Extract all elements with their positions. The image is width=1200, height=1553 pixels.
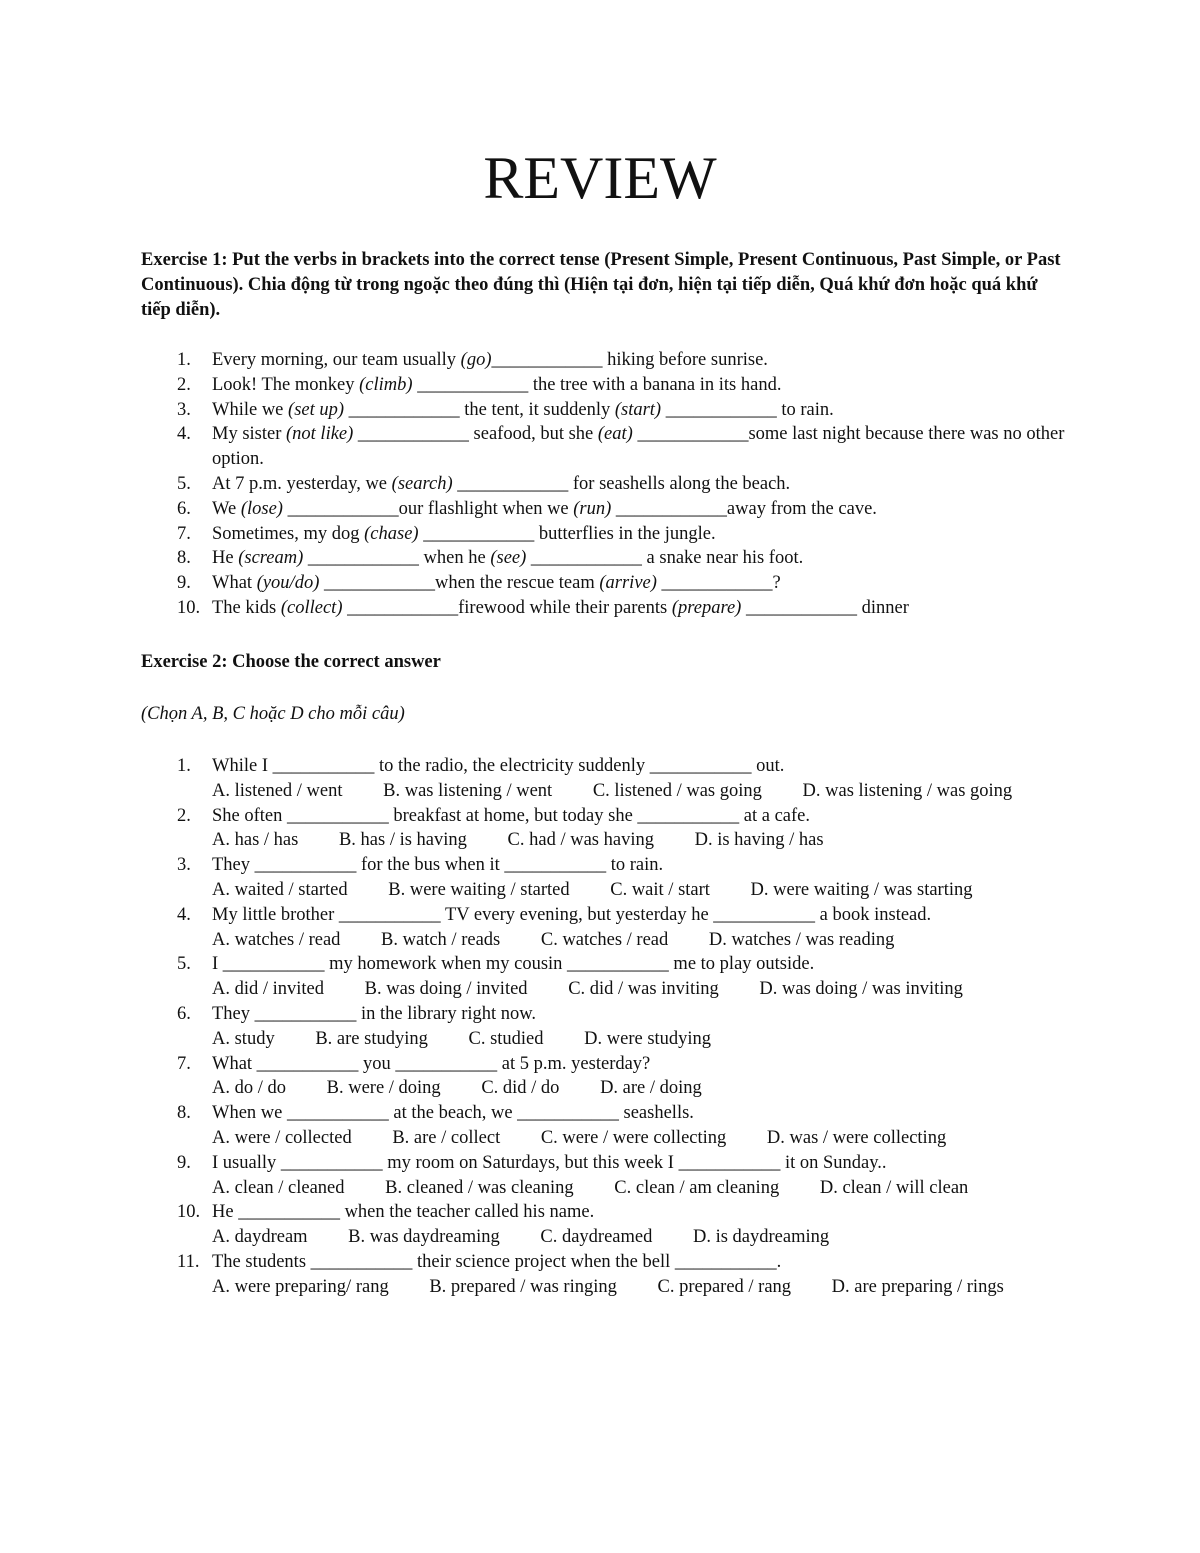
- question-text: He ___________ when the teacher called his name.: [212, 1202, 595, 1223]
- answer-option: A. were preparing/ rang: [212, 1276, 389, 1297]
- sentence-text: ____________ a snake near his foot.: [526, 548, 804, 569]
- exercise-1-item: [141, 348, 1071, 373]
- answer-option: C. daydreamed: [540, 1227, 653, 1248]
- exercise-2-item: [141, 903, 1071, 953]
- exercise-2-heading: Exercise 2: Choose the correct answer: [141, 652, 441, 672]
- sentence-text: ____________our flashlight when we: [282, 498, 574, 519]
- answer-options: [212, 779, 1071, 804]
- item-number: 3.: [177, 399, 191, 420]
- item-number: 4.: [177, 424, 191, 445]
- exercise-2-item: [141, 1002, 1071, 1052]
- answer-option: C. were / were collecting: [540, 1127, 727, 1148]
- answer-option: A. has / has: [212, 830, 299, 851]
- exercise-1-list: [141, 348, 1071, 621]
- exercise-1-item: [141, 373, 1071, 398]
- answer-options: [212, 1176, 1071, 1201]
- answer-option: B. was daydreaming: [348, 1227, 500, 1248]
- answer-option: C. had / was having: [507, 830, 654, 851]
- item-number: 10.: [177, 1202, 201, 1223]
- answer-option: C. wait / start: [610, 879, 710, 900]
- sentence-text: ____________when the rescue team: [319, 573, 600, 594]
- answer-option: B. has / is having: [338, 830, 467, 851]
- sentence-text: ____________ dinner: [741, 597, 909, 618]
- exercise-1-item: [141, 398, 1071, 423]
- exercise-2-instruction: (Chọn A, B, C hoặc D cho mỗi câu): [141, 704, 405, 724]
- item-number: 1.: [177, 350, 191, 370]
- answer-option: C. watches / read: [540, 929, 669, 950]
- answer-option: A. clean / cleaned: [212, 1177, 345, 1198]
- verb-hint: (search): [391, 473, 453, 494]
- verb-hint: (see): [490, 548, 527, 569]
- answer-option: A. daydream: [212, 1227, 308, 1248]
- item-number: 8.: [177, 1103, 191, 1124]
- sentence-text: While we: [212, 399, 289, 420]
- answer-option: D. were waiting / was starting: [750, 879, 973, 900]
- answer-options: [212, 1275, 1071, 1300]
- answer-option: D. was listening / was going: [802, 780, 1013, 801]
- answer-option: B. were waiting / started: [388, 879, 570, 900]
- verb-hint: (not like): [286, 424, 354, 445]
- question-text: I usually ___________ my room on Saturdays, but this week I ___________ it on Sunday..: [212, 1152, 887, 1173]
- answer-option: D. watches / was reading: [708, 929, 895, 950]
- answer-option: D. are / doing: [600, 1078, 702, 1099]
- sentence-text: ____________firewood while their parents: [342, 597, 672, 618]
- sentence-text: ____________ the tent, it suddenly: [344, 399, 615, 420]
- item-number: 11.: [177, 1251, 200, 1272]
- exercise-1-item: [141, 596, 1071, 621]
- answer-option: A. did / invited: [212, 979, 325, 1000]
- verb-hint: (lose): [240, 498, 283, 519]
- answer-options: [212, 1126, 1071, 1151]
- item-number: 5.: [177, 473, 191, 494]
- sentence-text: ____________ the tree with a banana in its hand.: [412, 374, 782, 395]
- verb-hint: (eat): [597, 424, 633, 445]
- answer-option: B. prepared / was ringing: [429, 1276, 617, 1297]
- answer-option: C. did / do: [481, 1078, 560, 1099]
- answer-option: C. studied: [468, 1028, 544, 1049]
- answer-option: A. study: [212, 1028, 275, 1049]
- sentence-text: At 7 p.m. yesterday, we: [212, 473, 392, 494]
- item-number: 9.: [177, 573, 191, 594]
- sentence-text: The kids: [212, 597, 281, 618]
- item-number: 4.: [177, 904, 191, 925]
- exercise-2-item: [141, 952, 1071, 1002]
- sentence-text: ____________away from the cave.: [611, 498, 877, 519]
- answer-option: D. clean / will clean: [819, 1177, 969, 1198]
- sentence-text: ____________ seafood, but she: [353, 424, 598, 445]
- exercise-1-item: [141, 497, 1071, 522]
- verb-hint: (you/do): [256, 573, 320, 594]
- question-text: They ___________ in the library right now.: [212, 1003, 537, 1024]
- item-number: 3.: [177, 855, 191, 876]
- answer-option: D. is having / has: [694, 830, 824, 851]
- verb-hint: (start): [614, 399, 662, 420]
- answer-options: [212, 878, 1071, 903]
- sentence-text: Every morning, our team usually: [212, 350, 461, 370]
- sentence-text: We: [212, 498, 241, 519]
- answer-options: [212, 1027, 1071, 1052]
- sentence-text: ____________ hiking before sunrise.: [491, 350, 768, 370]
- exercise-1-item: [141, 571, 1071, 596]
- sentence-text: ____________?: [656, 573, 781, 594]
- verb-hint: (chase): [364, 523, 419, 544]
- answer-option: D. was / were collecting: [766, 1127, 947, 1148]
- exercise-1-item: [141, 546, 1071, 571]
- answer-option: A. watches / read: [212, 929, 341, 950]
- item-number: 8.: [177, 548, 191, 569]
- item-number: 2.: [177, 374, 191, 395]
- verb-hint: (set up): [288, 399, 345, 420]
- item-number: 9.: [177, 1152, 191, 1173]
- exercise-1-item: [141, 472, 1071, 497]
- sentence-text: What: [212, 573, 257, 594]
- sentence-text: He: [212, 548, 239, 569]
- item-number: 10.: [177, 597, 201, 618]
- answer-options: [212, 828, 1071, 853]
- exercise-2-item: [141, 1250, 1071, 1300]
- answer-option: B. are / collect: [392, 1127, 501, 1148]
- verb-hint: (climb): [359, 374, 413, 395]
- answer-option: B. was listening / went: [383, 780, 553, 801]
- answer-option: D. are preparing / rings: [831, 1276, 1004, 1297]
- question-text: What ___________ you ___________ at 5 p.m. yesterday?: [212, 1053, 651, 1074]
- sentence-text: ____________some last night because there was no other option.: [212, 424, 1065, 470]
- verb-hint: (scream): [238, 548, 304, 569]
- question-text: While I ___________ to the radio, the electricity suddenly ___________ out.: [212, 756, 785, 776]
- answer-option: C. clean / am cleaning: [614, 1177, 780, 1198]
- item-number: 1.: [177, 756, 191, 776]
- answer-option: B. were / doing: [326, 1078, 441, 1099]
- sentence-text: Sometimes, my dog: [212, 523, 365, 544]
- item-number: 5.: [177, 954, 191, 975]
- exercise-2-item: [141, 1101, 1071, 1151]
- exercise-2-item: [141, 1151, 1071, 1201]
- question-text: When we ___________ at the beach, we ___________ seashells.: [212, 1103, 694, 1124]
- verb-hint: (go): [460, 350, 492, 370]
- verb-hint: (arrive): [599, 573, 657, 594]
- exercise-2-item: [141, 804, 1071, 854]
- question-text: They ___________ for the bus when it ___________ to rain.: [212, 855, 664, 876]
- item-number: 7.: [177, 523, 191, 544]
- item-number: 2.: [177, 805, 191, 826]
- sentence-text: ____________ butterflies in the jungle.: [418, 523, 716, 544]
- answer-option: A. were / collected: [212, 1127, 352, 1148]
- answer-option: A. listened / went: [212, 780, 343, 801]
- answer-option: A. do / do: [212, 1078, 286, 1099]
- exercise-1-item: [141, 522, 1071, 547]
- answer-options: [212, 1076, 1071, 1101]
- answer-option: B. are studying: [315, 1028, 428, 1049]
- page-title: REVIEW: [483, 145, 717, 211]
- exercise-2-item: [141, 754, 1071, 804]
- answer-option: A. waited / started: [212, 879, 348, 900]
- answer-option: C. prepared / rang: [657, 1276, 792, 1297]
- answer-option: C. did / was inviting: [568, 979, 719, 1000]
- answer-option: D. is daydreaming: [692, 1227, 830, 1248]
- answer-option: C. listened / was going: [592, 780, 762, 801]
- question-text: My little brother ___________ TV every evening, but yesterday he ___________ a book instead.: [212, 904, 932, 925]
- exercise-1-item: [141, 422, 1071, 472]
- answer-option: D. were studying: [584, 1028, 712, 1049]
- exercise-2-item: [141, 1200, 1071, 1250]
- answer-options: [212, 977, 1071, 1002]
- exercise-2-list: [141, 754, 1071, 1300]
- verb-hint: (prepare): [671, 597, 742, 618]
- question-text: I ___________ my homework when my cousin ___________ me to play outside.: [212, 954, 815, 975]
- verb-hint: (run): [573, 498, 612, 519]
- sentence-text: My sister: [212, 424, 286, 445]
- item-number: 6.: [177, 1003, 191, 1024]
- exercise-2-item: [141, 853, 1071, 903]
- question-text: She often ___________ breakfast at home, but today she ___________ at a cafe.: [212, 805, 811, 826]
- answer-option: B. cleaned / was cleaning: [385, 1177, 574, 1198]
- answer-option: D. was doing / was inviting: [759, 979, 963, 1000]
- answer-option: B. watch / reads: [381, 929, 501, 950]
- exercise-2-item: [141, 1052, 1071, 1102]
- item-number: 7.: [177, 1053, 191, 1074]
- sentence-text: ____________ when he: [303, 548, 491, 569]
- exercise-1-heading: Exercise 1: Put the verbs in brackets into the correct tense (Present Simple, Present Continuous, Past Simple, or Past Continuous). Chia động từ trong ngoặc theo đúng thì (Hiện tại đơn, hiện tại tiếp diễn, Quá khứ đơn hoặc quá khứ tiếp diễn).: [141, 250, 1061, 320]
- sentence-text: ____________ to rain.: [661, 399, 834, 420]
- verb-hint: (collect): [280, 597, 343, 618]
- item-number: 6.: [177, 498, 191, 519]
- question-text: The students ___________ their science project when the bell ___________.: [212, 1251, 782, 1272]
- sentence-text: ____________ for seashells along the beach.: [452, 473, 791, 494]
- answer-options: [212, 1225, 1071, 1250]
- sentence-text: Look! The monkey: [212, 374, 360, 395]
- answer-options: [212, 928, 1071, 953]
- answer-option: B. was doing / invited: [364, 979, 528, 1000]
